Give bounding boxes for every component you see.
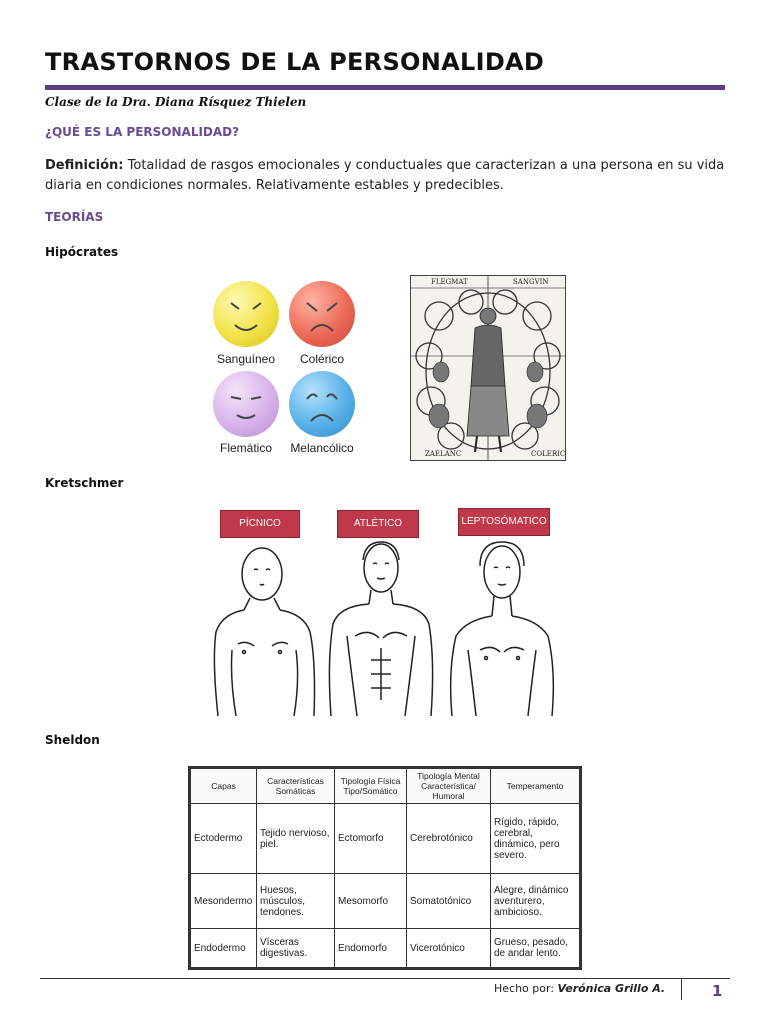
table-cell: Huesos, músculos, tendones. xyxy=(257,874,335,929)
column-header: Tipología Mental Característica/ Humoral xyxy=(407,769,491,804)
document-title: TRASTORNOS DE LA PERSONALIDAD xyxy=(45,48,545,76)
pyknic-body-illustration xyxy=(210,540,320,716)
table-cell: Ectomorfo xyxy=(335,804,407,874)
kretschmer-label: Kretschmer xyxy=(45,476,124,490)
table-header-row xyxy=(191,769,580,804)
tag-picnico: PÍCNICO xyxy=(220,510,300,538)
sanguine-face-icon xyxy=(213,281,279,347)
table-cell: Vísceras digestivas. xyxy=(257,929,335,968)
face-caption-sanguineo: Sanguíneo xyxy=(216,352,276,366)
tag-leptosomatico: LEPTOSÓMATICO xyxy=(458,508,550,536)
table-cell: Somatotónico xyxy=(407,874,491,929)
footer-prefix: Hecho por: xyxy=(494,982,558,995)
choleric-face-icon xyxy=(289,281,355,347)
face-caption-melancolico: Melancólico xyxy=(290,441,354,455)
section-heading-personalidad: ¿QUÉ ES LA PERSONALIDAD? xyxy=(45,125,240,139)
engraving-label-zaelanc: ZAELANC xyxy=(425,450,462,458)
leptosome-body-illustration xyxy=(446,540,558,716)
column-header: Capas xyxy=(191,769,257,804)
melancholic-face-icon xyxy=(289,371,355,437)
column-header: Temperamento xyxy=(491,769,580,804)
table-cell: Mesondermo xyxy=(191,874,257,929)
temperament-faces xyxy=(205,275,375,465)
footer-divider xyxy=(40,978,730,979)
table-cell: Ectodermo xyxy=(191,804,257,874)
footer-author: Verónica Grillo A. xyxy=(557,982,666,995)
table-cell: Rígido, rápido, cerebral, dinámico, pero severo. xyxy=(491,804,580,874)
page-number: 1 xyxy=(712,982,723,1000)
footer-credit xyxy=(494,982,665,995)
column-header: Tipología Física Tipo/Somático xyxy=(335,769,407,804)
sheldon-table xyxy=(188,766,582,970)
hipocrates-label: Hipócrates xyxy=(45,245,119,259)
table-cell: Endomorfo xyxy=(335,929,407,968)
definition-text: Totalidad de rasgos emocionales y conductuales que caracterizan a una persona en su vida diaria en condiciones normales. Relativamente estables y predecibles. xyxy=(45,158,725,193)
table-cell: Mesomorfo xyxy=(335,874,407,929)
tag-atletico: ATLÉTICO xyxy=(337,510,419,538)
face-caption-flematico: Flemático xyxy=(219,441,272,455)
table-row xyxy=(191,929,580,968)
four-humors-engraving-image xyxy=(410,275,566,461)
sheldon-label: Sheldon xyxy=(45,733,100,747)
definition-paragraph xyxy=(45,156,725,196)
footer-separator xyxy=(681,979,682,1000)
table-cell: Vicerotónico xyxy=(407,929,491,968)
table-cell: Cerebrotónico xyxy=(407,804,491,874)
class-subtitle: Clase de la Dra. Diana Rísquez Thielen xyxy=(45,95,307,109)
section-heading-teorias: TEORÍAS xyxy=(45,210,104,224)
table-cell: Grueso, pesado, de andar lento. xyxy=(491,929,580,968)
table-cell: Tejido nervioso, piel. xyxy=(257,804,335,874)
column-header: Características Somáticas xyxy=(257,769,335,804)
athletic-body-illustration xyxy=(325,540,437,716)
definition-label: Definición: xyxy=(45,158,124,173)
engraving-label-coleric: COLERIC xyxy=(531,450,566,458)
engraving-label-flegmat: FLEGMAT xyxy=(431,278,468,286)
table-cell: Alegre, dinámico aventurero, ambicioso. xyxy=(491,874,580,929)
table-cell: Endodermo xyxy=(191,929,257,968)
title-divider xyxy=(45,85,725,90)
table-row xyxy=(191,804,580,874)
engraving-label-sangvin: SANGVIN xyxy=(513,278,549,286)
face-caption-colerico: Colérico xyxy=(299,352,344,366)
table-row xyxy=(191,874,580,929)
phlegmatic-face-icon xyxy=(213,371,279,437)
